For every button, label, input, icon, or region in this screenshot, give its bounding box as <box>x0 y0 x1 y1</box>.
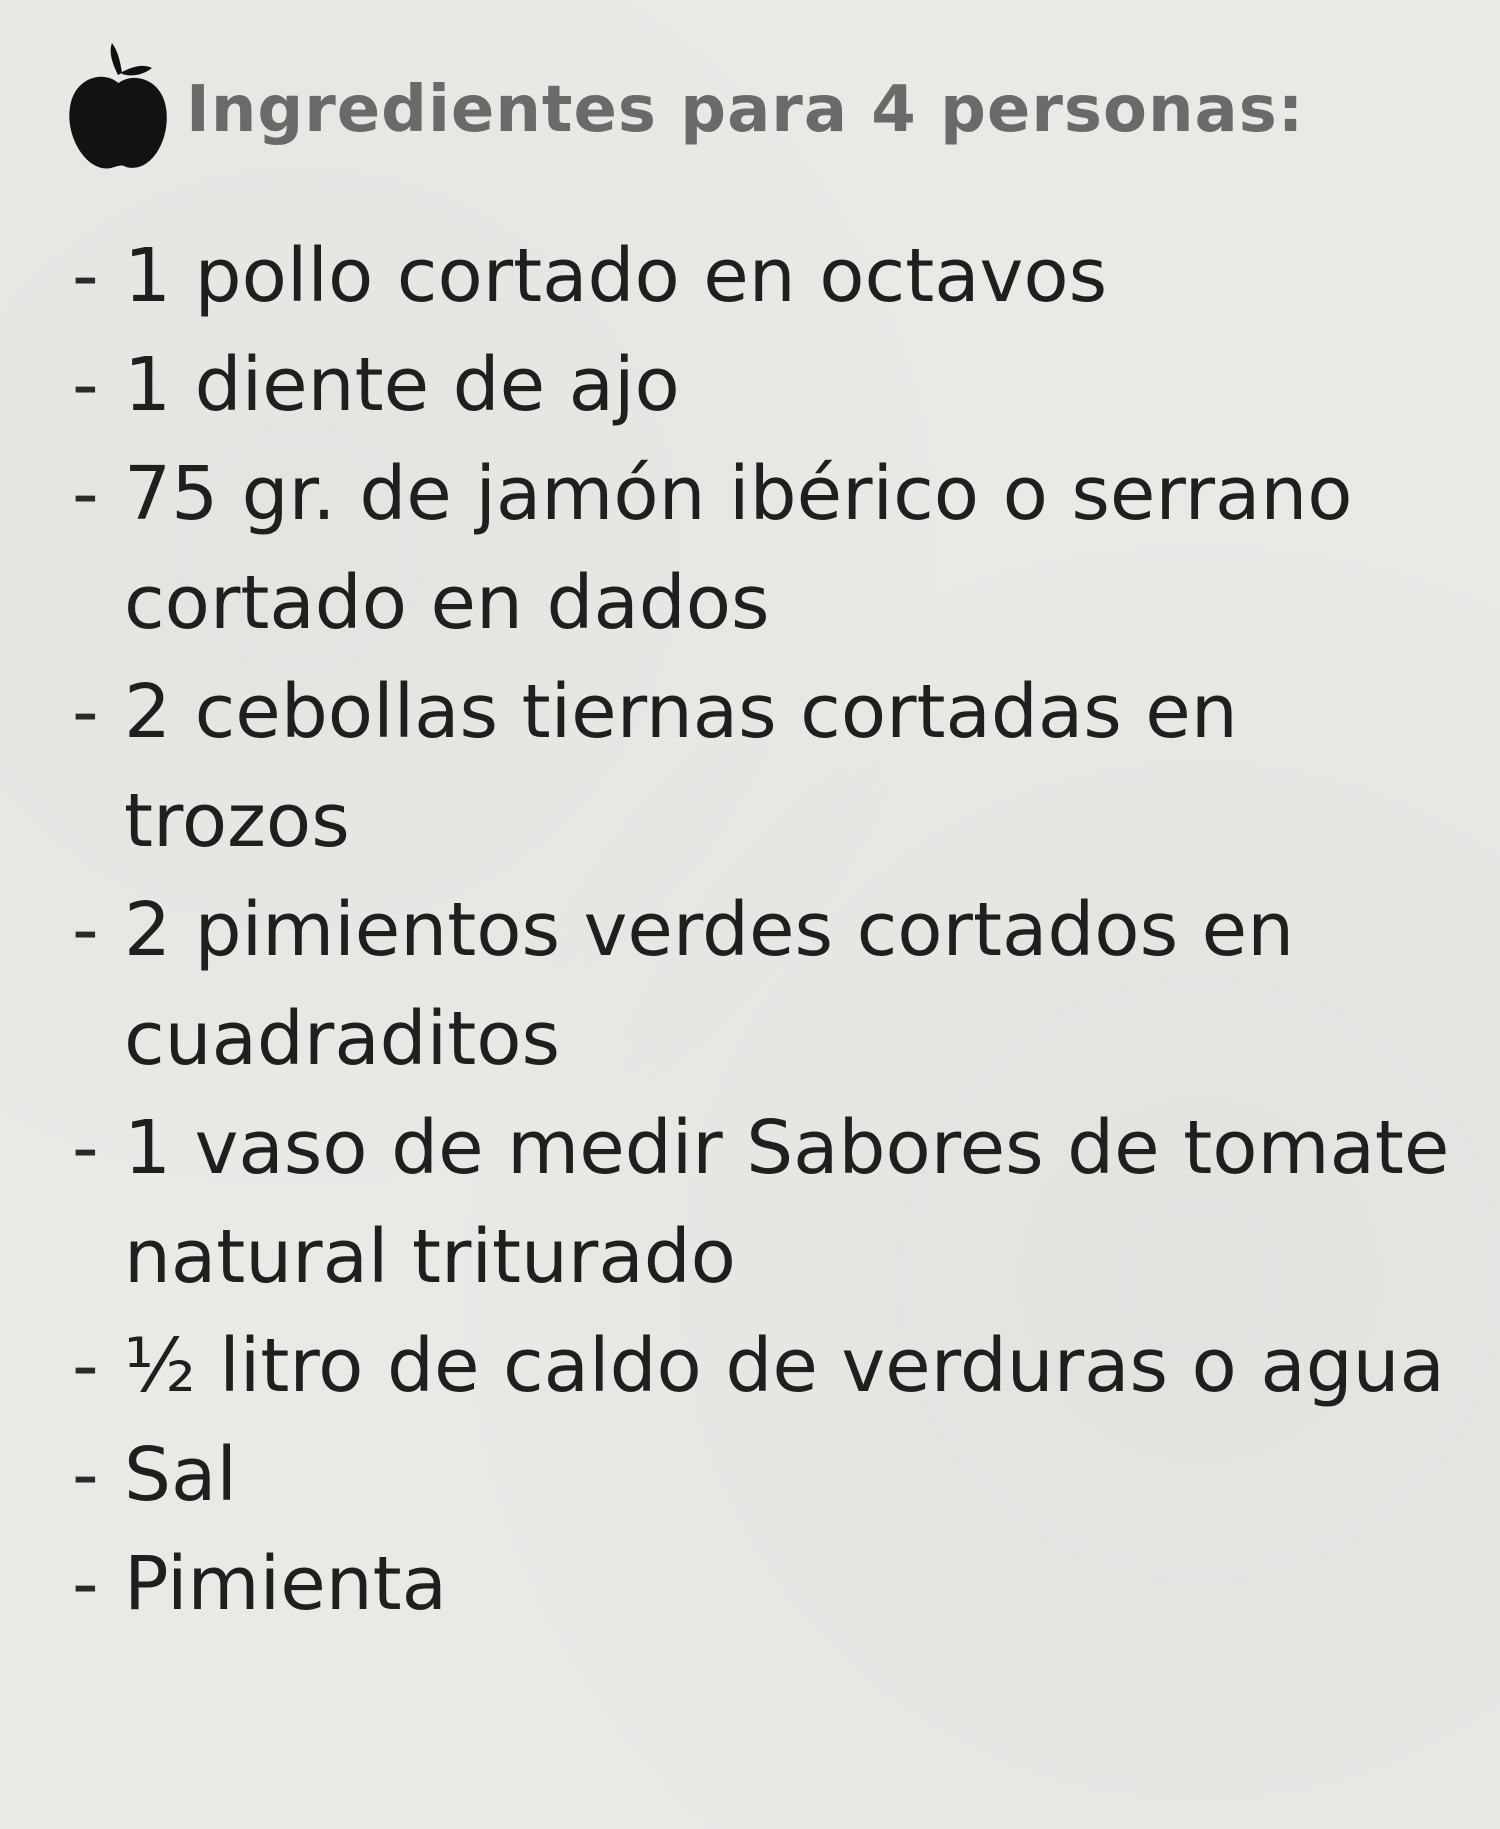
page-title: Ingredientes para 4 personas: <box>186 73 1305 147</box>
ingredient-text: 2 cebollas tiernas cortadas en trozos <box>124 669 1238 864</box>
list-bullet: - <box>72 342 99 428</box>
ingredient-text: 1 vaso de medir Sabores de tomate natural triturado <box>124 1105 1450 1300</box>
list-bullet: - <box>72 1323 99 1409</box>
list-item <box>72 1530 1462 1639</box>
list-item <box>72 1312 1462 1421</box>
recipe-header <box>62 40 1462 180</box>
list-bullet: - <box>72 1105 99 1191</box>
list-bullet: - <box>72 451 99 537</box>
ingredient-text: Pimienta <box>124 1541 447 1627</box>
list-item <box>72 876 1462 1094</box>
list-item <box>72 1094 1462 1312</box>
ingredient-text: 1 pollo cortado en octavos <box>124 233 1108 319</box>
list-bullet: - <box>72 1432 99 1518</box>
ingredient-text: 75 gr. de jamón ibérico o serrano cortado en dados <box>124 451 1353 646</box>
list-item <box>72 331 1462 440</box>
list-bullet: - <box>72 233 99 319</box>
ingredient-text: 2 pimientos verdes cortados en cuadraditos <box>124 887 1295 1082</box>
list-item <box>72 222 1462 331</box>
list-bullet: - <box>72 669 99 755</box>
ingredient-text: Sal <box>124 1432 237 1518</box>
ingredient-text: ½ litro de caldo de verduras o agua <box>124 1323 1445 1409</box>
ingredient-text: 1 diente de ajo <box>124 342 680 428</box>
list-item <box>72 440 1462 658</box>
list-bullet: - <box>72 1541 99 1627</box>
ingredient-list <box>72 222 1462 1639</box>
list-item <box>72 658 1462 876</box>
list-bullet: - <box>72 887 99 973</box>
apple-icon <box>62 43 174 178</box>
list-item <box>72 1421 1462 1530</box>
